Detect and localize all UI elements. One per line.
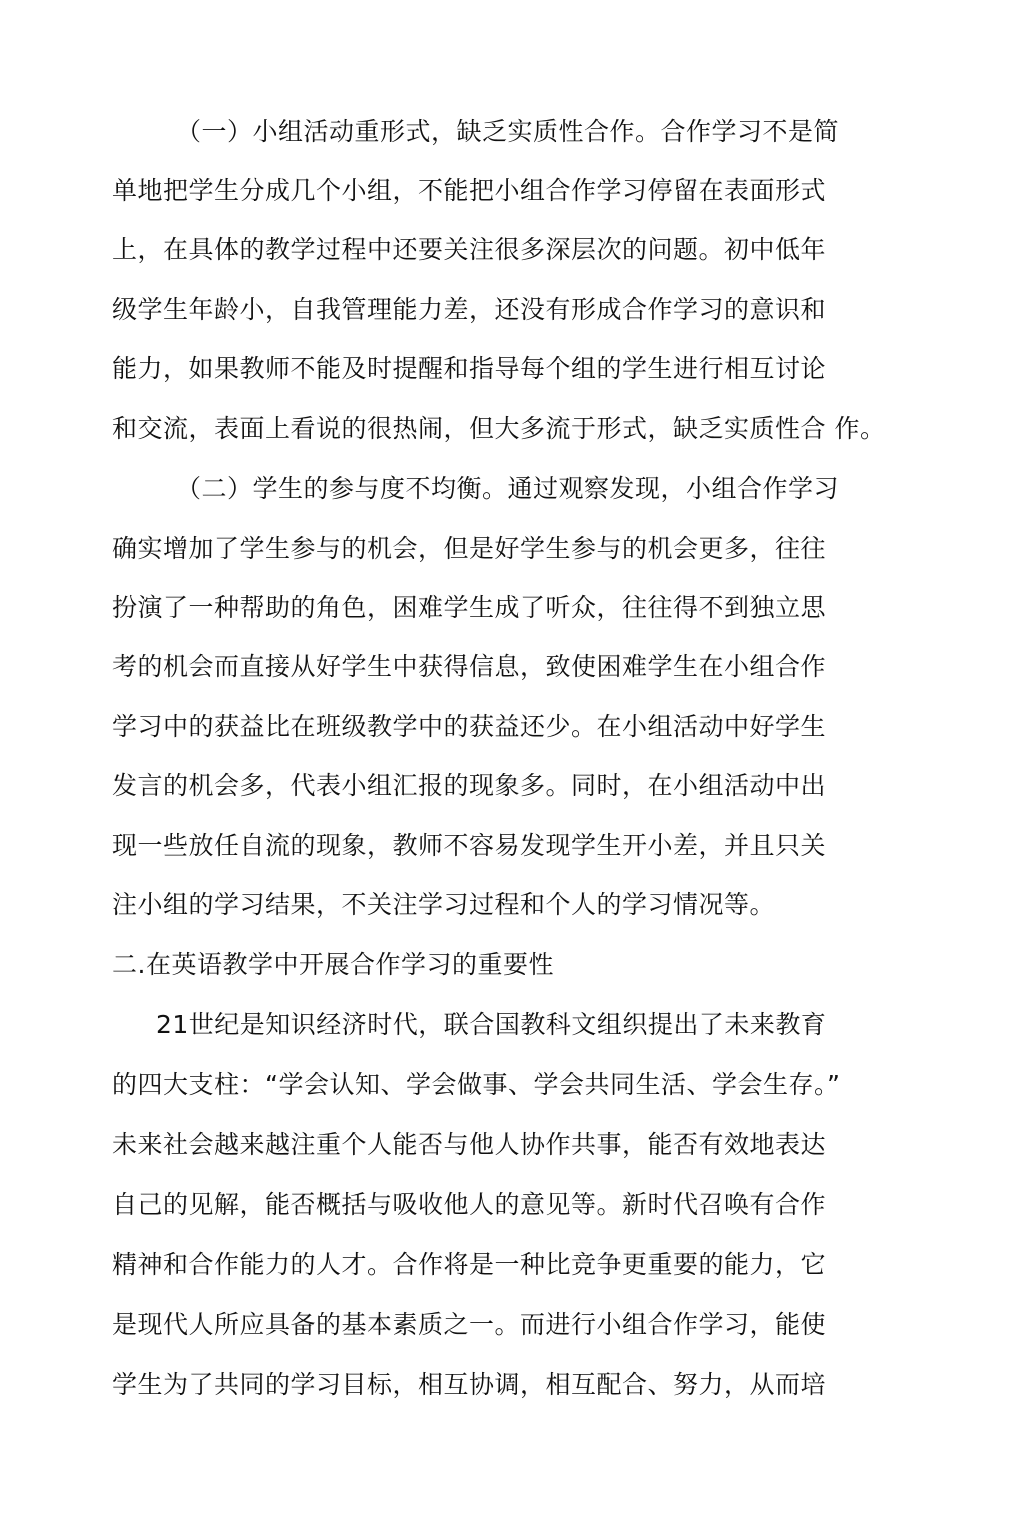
paragraph-1-line-5: 能力，如果教师不能及时提醒和指导每个组的学生进行相互讨论 <box>112 354 827 383</box>
paragraph-1-line-4: 级学生年龄小，自我管理能力差，还没有形成合作学习的意识和 <box>112 295 827 324</box>
paragraph-3-line-1: 21世纪是知识经济时代，联合国教科文组织提出了未来教育 <box>156 1010 827 1039</box>
paragraph-1-line-2: 单地把学生分成几个小组，不能把小组合作学习停留在表面形式 <box>112 176 827 205</box>
paragraph-3-line-4: 自己的见解，能否概括与吸收他人的意见等。新时代召唤有合作 <box>112 1190 827 1219</box>
paragraph-2-line-5: 学习中的获益比在班级教学中的获益还少。在小组活动中好学生 <box>112 712 827 741</box>
paragraph-1-line-3: 上，在具体的教学过程中还要关注很多深层次的问题。初中低年 <box>112 235 827 264</box>
paragraph-3-line-6: 是现代人所应具备的基本素质之一。而进行小组合作学习，能使 <box>112 1310 827 1339</box>
section-heading: 二.在英语教学中开展合作学习的重要性 <box>112 950 554 979</box>
paragraph-3-line-3: 未来社会越来越注重个人能否与他人协作共事，能否有效地表达 <box>112 1130 827 1159</box>
paragraph-2-line-2: 确实增加了学生参与的机会，但是好学生参与的机会更多，往往 <box>112 534 827 563</box>
paragraph-2-line-8: 注小组的学习结果，不关注学习过程和个人的学习情况等。 <box>112 890 776 919</box>
paragraph-2-line-7: 现一些放任自流的现象，教师不容易发现学生开小差，并且只关 <box>112 831 827 860</box>
paragraph-2-line-6: 发言的机会多，代表小组汇报的现象多。同时，在小组活动中出 <box>112 771 827 800</box>
paragraph-2-line-3: 扮演了一种帮助的角色，困难学生成了听众，往往得不到独立思 <box>112 593 827 622</box>
paragraph-3-line-2: 的四大支柱：“学会认知、学会做事、学会共同生活、学会生存。” <box>112 1070 841 1099</box>
paragraph-3-line-7: 学生为了共同的学习目标，相互协调，相互配合、努力，从而培 <box>112 1370 827 1399</box>
paragraph-1-line-6: 和交流，表面上看说的很热闹，但大多流于形式，缺乏实质性合 作。 <box>112 414 886 443</box>
paragraph-1-line-1: （一）小组活动重形式，缺乏实质性合作。合作学习不是简 <box>176 117 840 146</box>
paragraph-2-line-1: （二）学生的参与度不均衡。通过观察发现，小组合作学习 <box>176 474 840 503</box>
paragraph-2-line-4: 考的机会而直接从好学生中获得信息，致使困难学生在小组合作 <box>112 652 827 681</box>
paragraph-3-line-5: 精神和合作能力的人才。合作将是一种比竞争更重要的能力，它 <box>112 1250 827 1279</box>
